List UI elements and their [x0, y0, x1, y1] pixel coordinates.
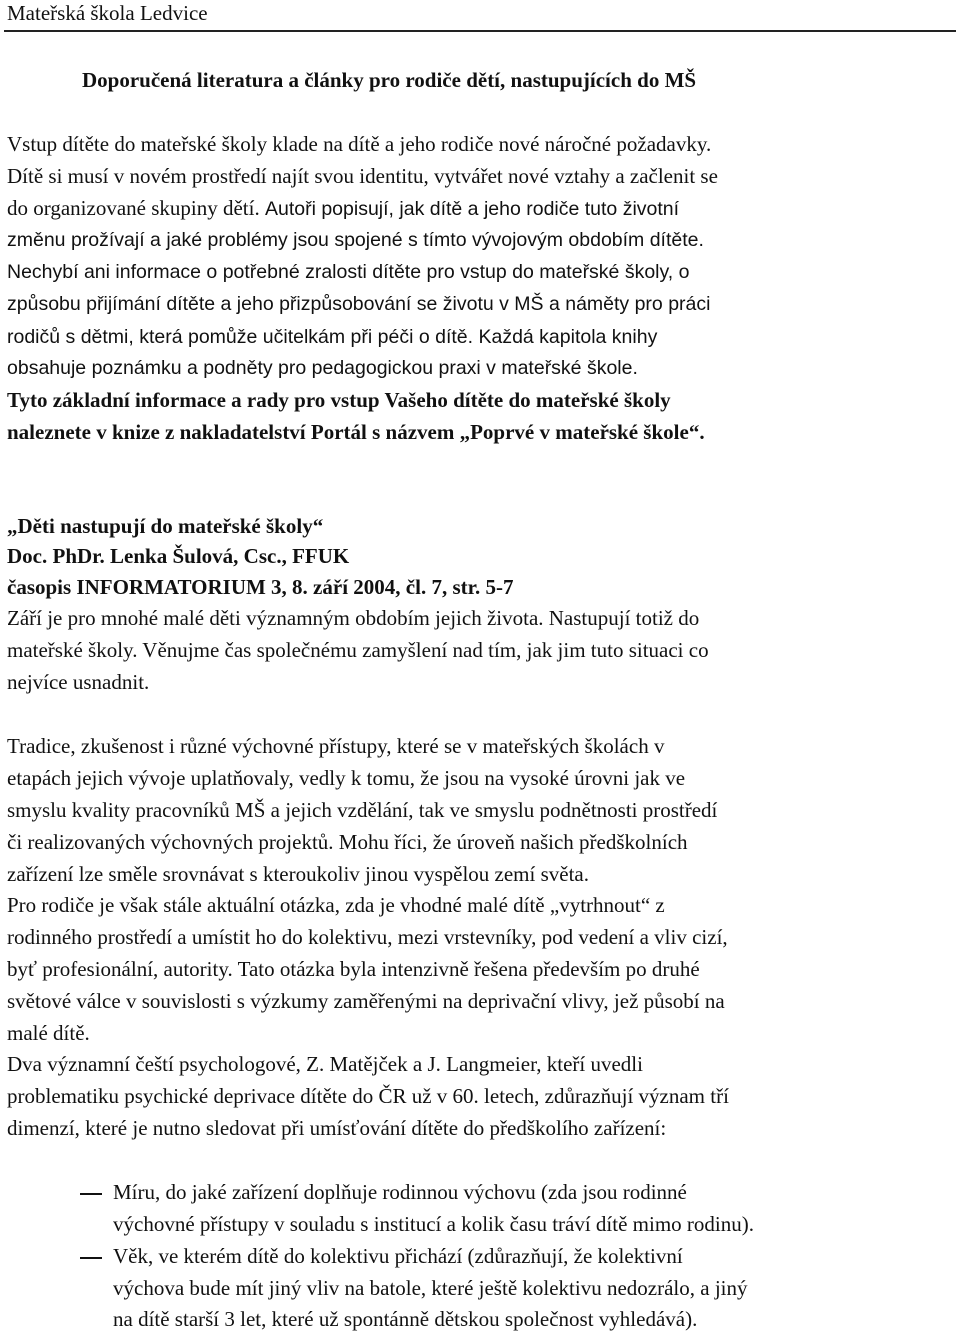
intro-text-sans: Autoři popisují, jak dítě a jeho rodiče tuto životní	[264, 198, 680, 220]
intro-text-sans: rodičů s dětmi, která pomůže učitelkám při péči o dítě.	[7, 326, 479, 348]
intro-line: Vstup dítěte do mateřské školy klade na dítě a jeho rodiče nové náročné požadavky.	[7, 132, 712, 156]
article-title: „Děti nastupují do mateřské školy“	[7, 514, 324, 538]
page-header	[0, 0, 960, 33]
intro-highlight-line: Tyto základní informace a rady pro vstup Vašeho dítěte do mateřské školy	[7, 388, 671, 412]
list-item-line: na dítě starší 3 let, které už spontánně dětskou společnost vyhledává).	[113, 1307, 698, 1331]
body-line: Tradice, zkušenost i různé výchovné přístupy, které se v mateřských školách v	[7, 734, 665, 758]
body-line: zařízení lze směle srovnávat s kteroukoliv jinou vyspělou zemí světa.	[7, 862, 589, 886]
dash-bullet-icon	[80, 1193, 102, 1195]
article-lead-line: nejvíce usnadnit.	[7, 670, 150, 694]
body-line: světové válce v souvislosti s výzkumy zaměřenými na deprivační vlivy, jež působí na	[7, 989, 725, 1013]
body-line: problematiku psychické deprivace dítěte do ČR už v 60. letech, zdůrazňují význam tří	[7, 1084, 729, 1108]
list-item-line: výchova bude mít jiný vliv na batole, které ještě kolektivu nedozrálo, a jiný	[113, 1276, 748, 1300]
body-line: byť profesionální, autority. Tato otázka byla intenzivně řešena především po druhé	[7, 957, 700, 981]
intro-text-serif: do organizované skupiny dětí.	[7, 196, 265, 220]
intro-line: změnu prožívají a jaké problémy jsou spojené s tímto vývojovým obdobím dítěte.	[7, 229, 704, 251]
body-line: dimenzí, které je nutno sledovat při umísťování dítěte do předškolího zařízení:	[7, 1116, 667, 1140]
intro-highlight-line: naleznete v knize z nakladatelství Portál s názvem „Poprvé v mateřské škole“.	[7, 420, 705, 444]
dash-bullet-icon	[80, 1257, 102, 1259]
school-name: Mateřská škola Ledvice	[7, 1, 208, 25]
header-divider	[4, 30, 956, 32]
list-item-line: výchovné přístupy v souladu s institucí a kolik času tráví dítě mimo rodinu).	[113, 1212, 754, 1236]
list-item-line: Věk, ve kterém dítě do kolektivu přichází (zdůrazňují, že kolektivní	[113, 1244, 683, 1268]
body-line: smyslu kvality pracovníků MŠ a jejich vzdělání, tak ve smyslu podnětnosti prostředí	[7, 798, 718, 822]
body-line: malé dítě.	[7, 1021, 90, 1045]
body-line: Dva významní čeští psychologové, Z. Matějček a J. Langmeier, kteří uvedli	[7, 1052, 643, 1076]
body-line: Pro rodiče je však stále aktuální otázka, zda je vhodné malé dítě „vytrhnout“ z	[7, 893, 665, 917]
body-line: rodinného prostředí a umístit ho do kolektivu, mezi vrstevníky, pod vedení a vliv cizí,	[7, 925, 728, 949]
article-lead-line: mateřské školy. Věnujme čas společnému zamyšlení nad tím, jak jim tuto situaci co	[7, 638, 709, 662]
intro-line	[7, 324, 657, 349]
document-title: Doporučená literatura a články pro rodiče dětí, nastupujících do MŠ	[82, 68, 697, 92]
intro-line: obsahuje poznámku a podněty pro pedagogickou praxi v mateřské škole.	[7, 357, 638, 379]
list-item-line: Míru, do jaké zařízení doplňuje rodinnou výchovu (zda jsou rodinné	[113, 1180, 687, 1204]
article-source: časopis INFORMATORIUM 3, 8. září 2004, čl. 7, str. 5-7	[7, 575, 514, 599]
intro-line	[7, 196, 679, 221]
intro-line: Dítě si musí v novém prostředí najít svou identitu, vytvářet nové vztahy a začlenit se	[7, 164, 718, 188]
intro-line: způsobu přijímání dítěte a jeho přizpůsobování se životu v MŠ a náměty pro práci	[7, 293, 711, 315]
intro-line: Nechybí ani informace o potřebné zralosti dítěte pro vstup do mateřské školy, o	[7, 261, 690, 283]
article-author: Doc. PhDr. Lenka Šulová, Csc., FFUK	[7, 544, 350, 568]
body-line: či realizovaných výchovných projektů. Mohu říci, že úroveň našich předškolních	[7, 830, 688, 854]
intro-text-sans: Každá kapitola knihy	[478, 326, 658, 348]
article-lead-line: Září je pro mnohé malé děti významným obdobím jejich života. Nastupují totiž do	[7, 606, 700, 630]
body-line: etapách jejich vývoje uplatňovaly, vedly k tomu, že jsou na vysoké úrovni jak ve	[7, 766, 686, 790]
